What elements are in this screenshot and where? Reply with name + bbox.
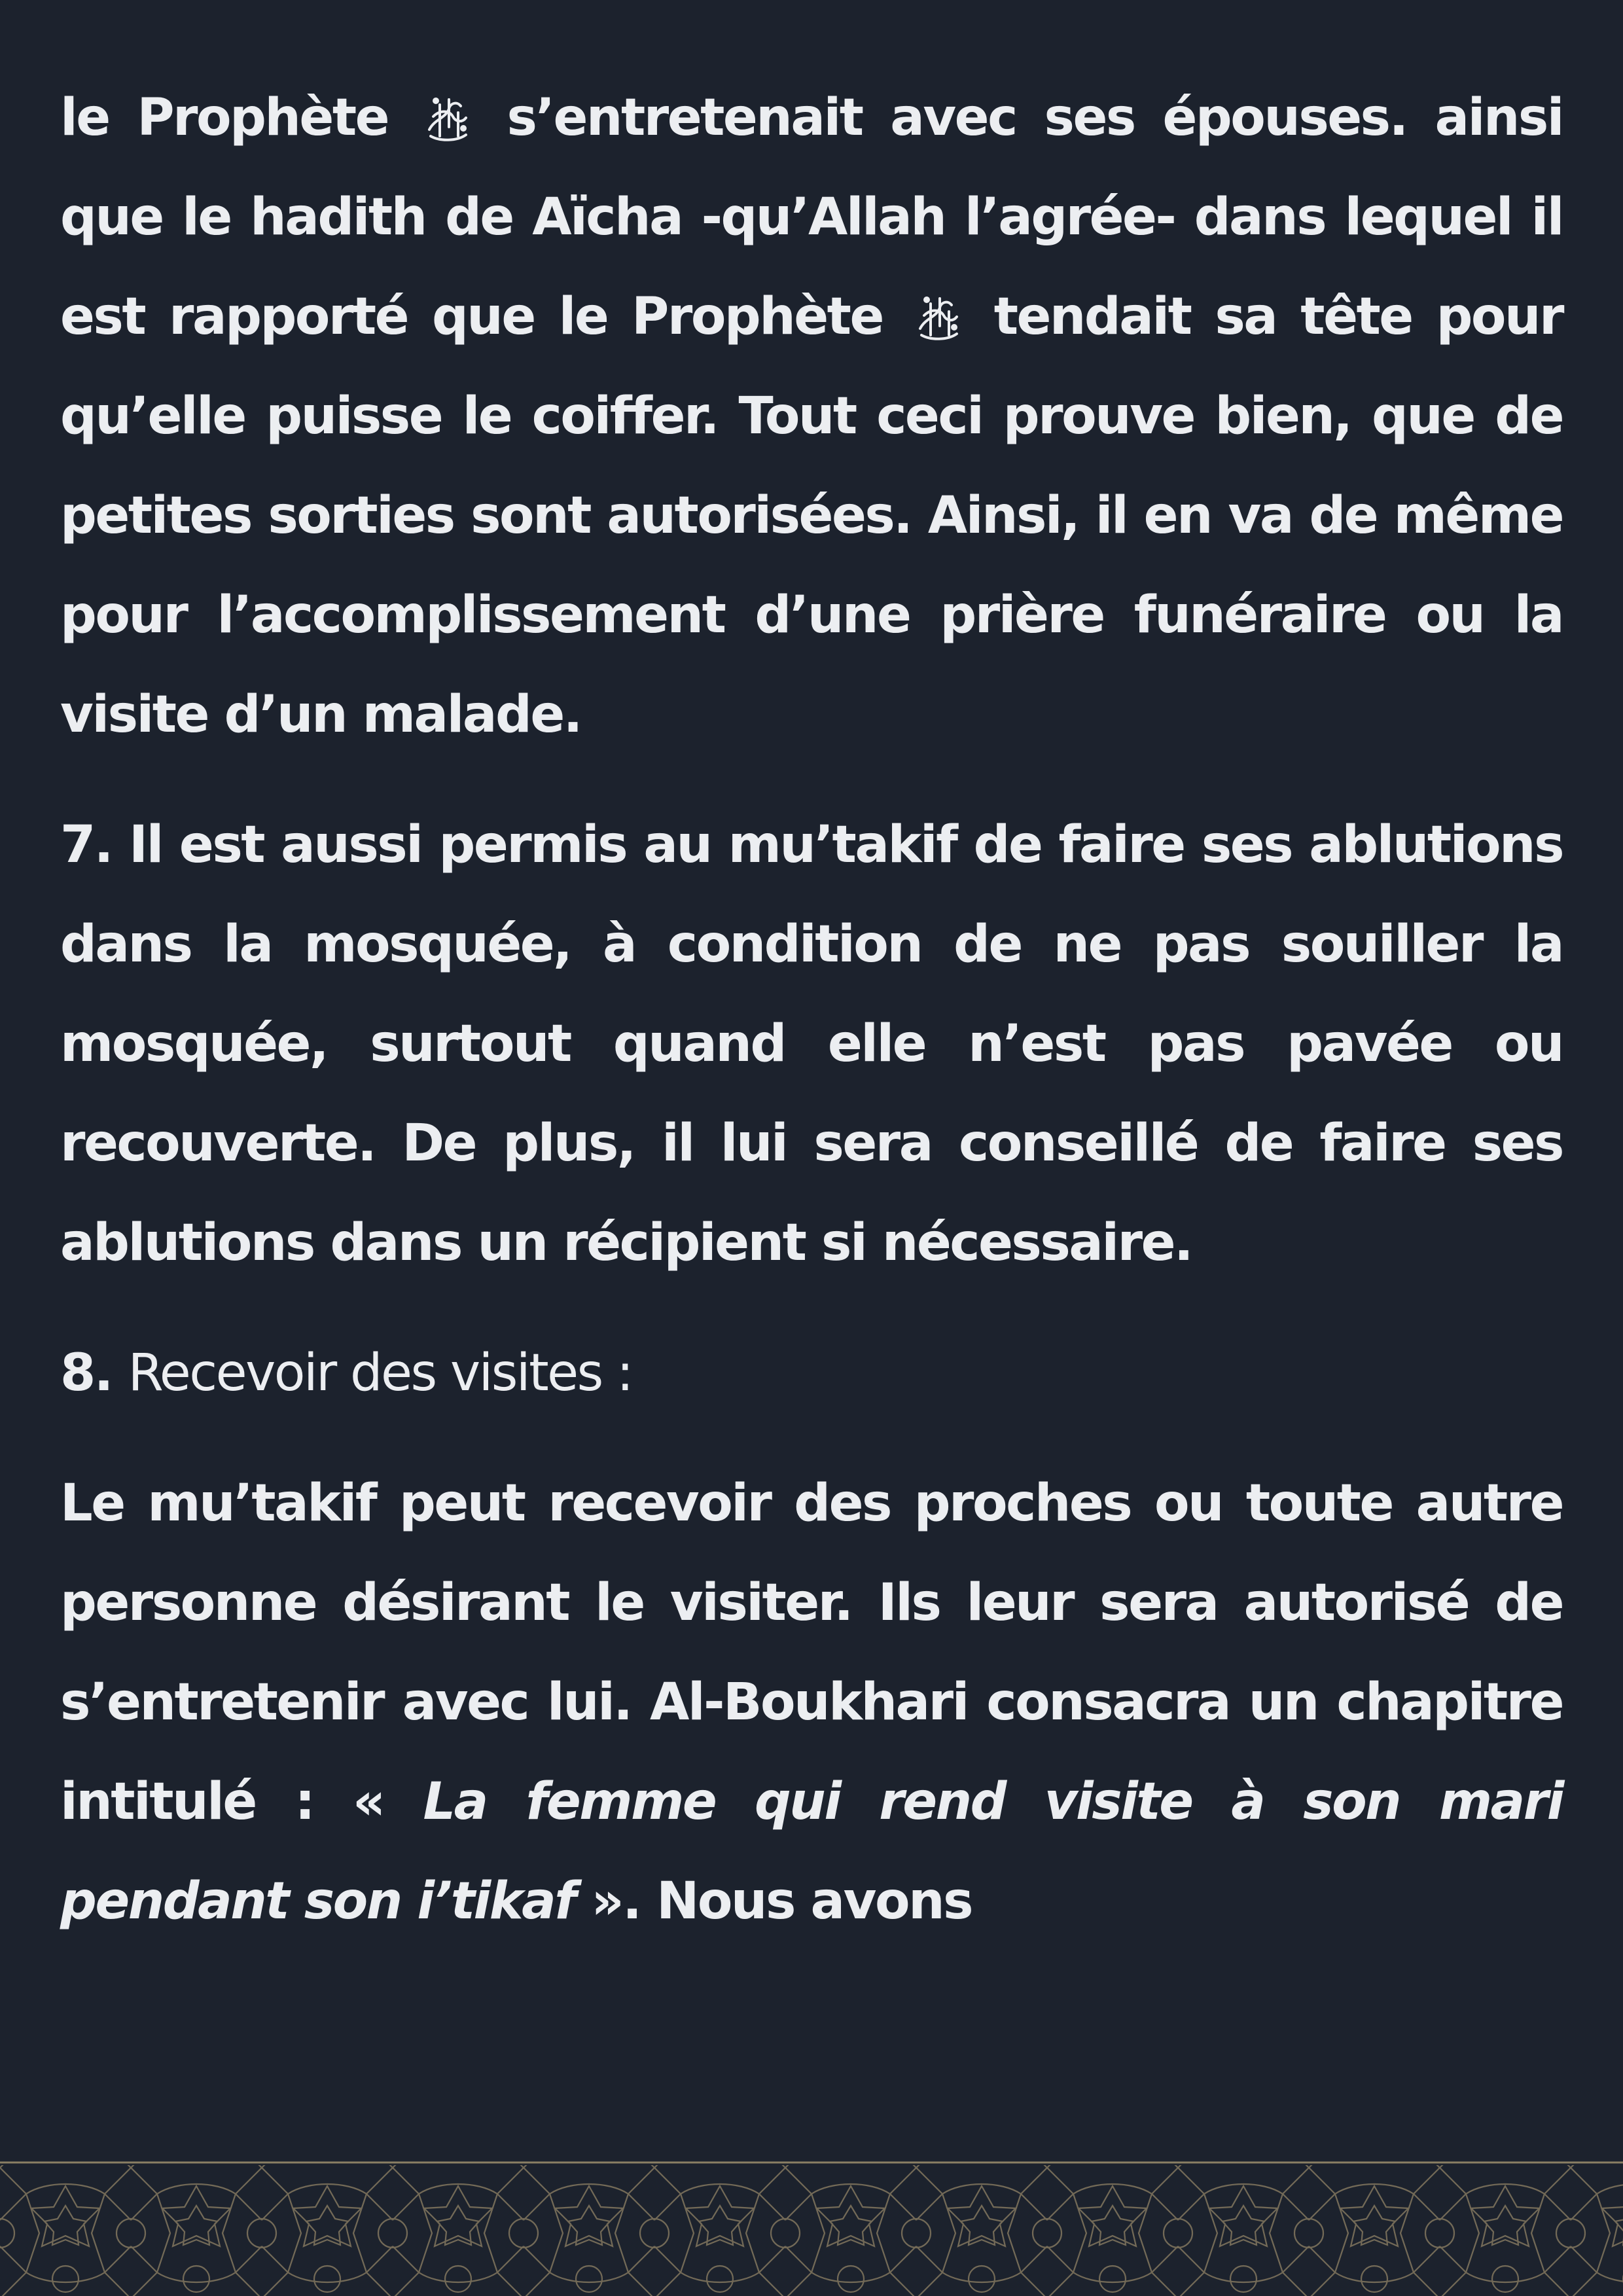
p1-text-2: s’entretenait avec ses épouses. ainsi que le hadith de Aïcha -qu’Allah l’agrée- dans lequel il est rapporté que le Prophète — [60, 88, 1563, 346]
paragraph-7-text: Il est aussi permis au mu’takif de faire ses ablutions dans la mosquée, à condition de ne pas souiller la mosquée, surtout quand elle n’est pas pavée ou recouverte. De plus, il lui sera conseillé de faire ses ablutions dans un récipient si nécessaire. — [60, 816, 1563, 1272]
quote-open: « — [352, 1772, 384, 1831]
paragraph-1 — [60, 68, 1563, 764]
quote-close: » — [591, 1872, 623, 1931]
section-heading-text: Recevoir des visites : — [128, 1344, 632, 1403]
p1-text-1: le Prophète — [60, 88, 389, 147]
section-heading-8 — [60, 1323, 1563, 1423]
paragraph-visits-text: Le mu’takif peut recevoir des proches ou toute autre personne désirant le visiter. Ils leur sera autorisé de s’entretenir avec lui. Al-Boukhari consacra un chapitre intitulé : — [60, 1474, 1563, 1831]
geometric-border-pattern — [0, 2161, 1623, 2296]
p1-text-3: tendait sa tête pour qu’elle puisse le coiffer. Tout ceci prouve bien, que de petites sorties sont autorisées. Ainsi, il en va de même pour l’accomplissement d’une prière funéraire ou la visite d’un malade. — [60, 287, 1563, 744]
chapter-title-quote: La femme qui rend visite à son mari pendant son i’tikaf — [60, 1772, 1563, 1931]
salawat-seal-icon — [420, 90, 475, 145]
paragraph-visits — [60, 1454, 1563, 1951]
paragraph-visits-tail: . Nous avons — [622, 1872, 972, 1931]
paragraph-7 — [60, 795, 1563, 1293]
footer-ornament — [0, 2161, 1623, 2296]
body-text — [60, 68, 1563, 1982]
item-number-7: 7. — [60, 816, 112, 874]
salawat-seal-icon — [911, 289, 966, 344]
item-number-8: 8. — [60, 1344, 112, 1403]
